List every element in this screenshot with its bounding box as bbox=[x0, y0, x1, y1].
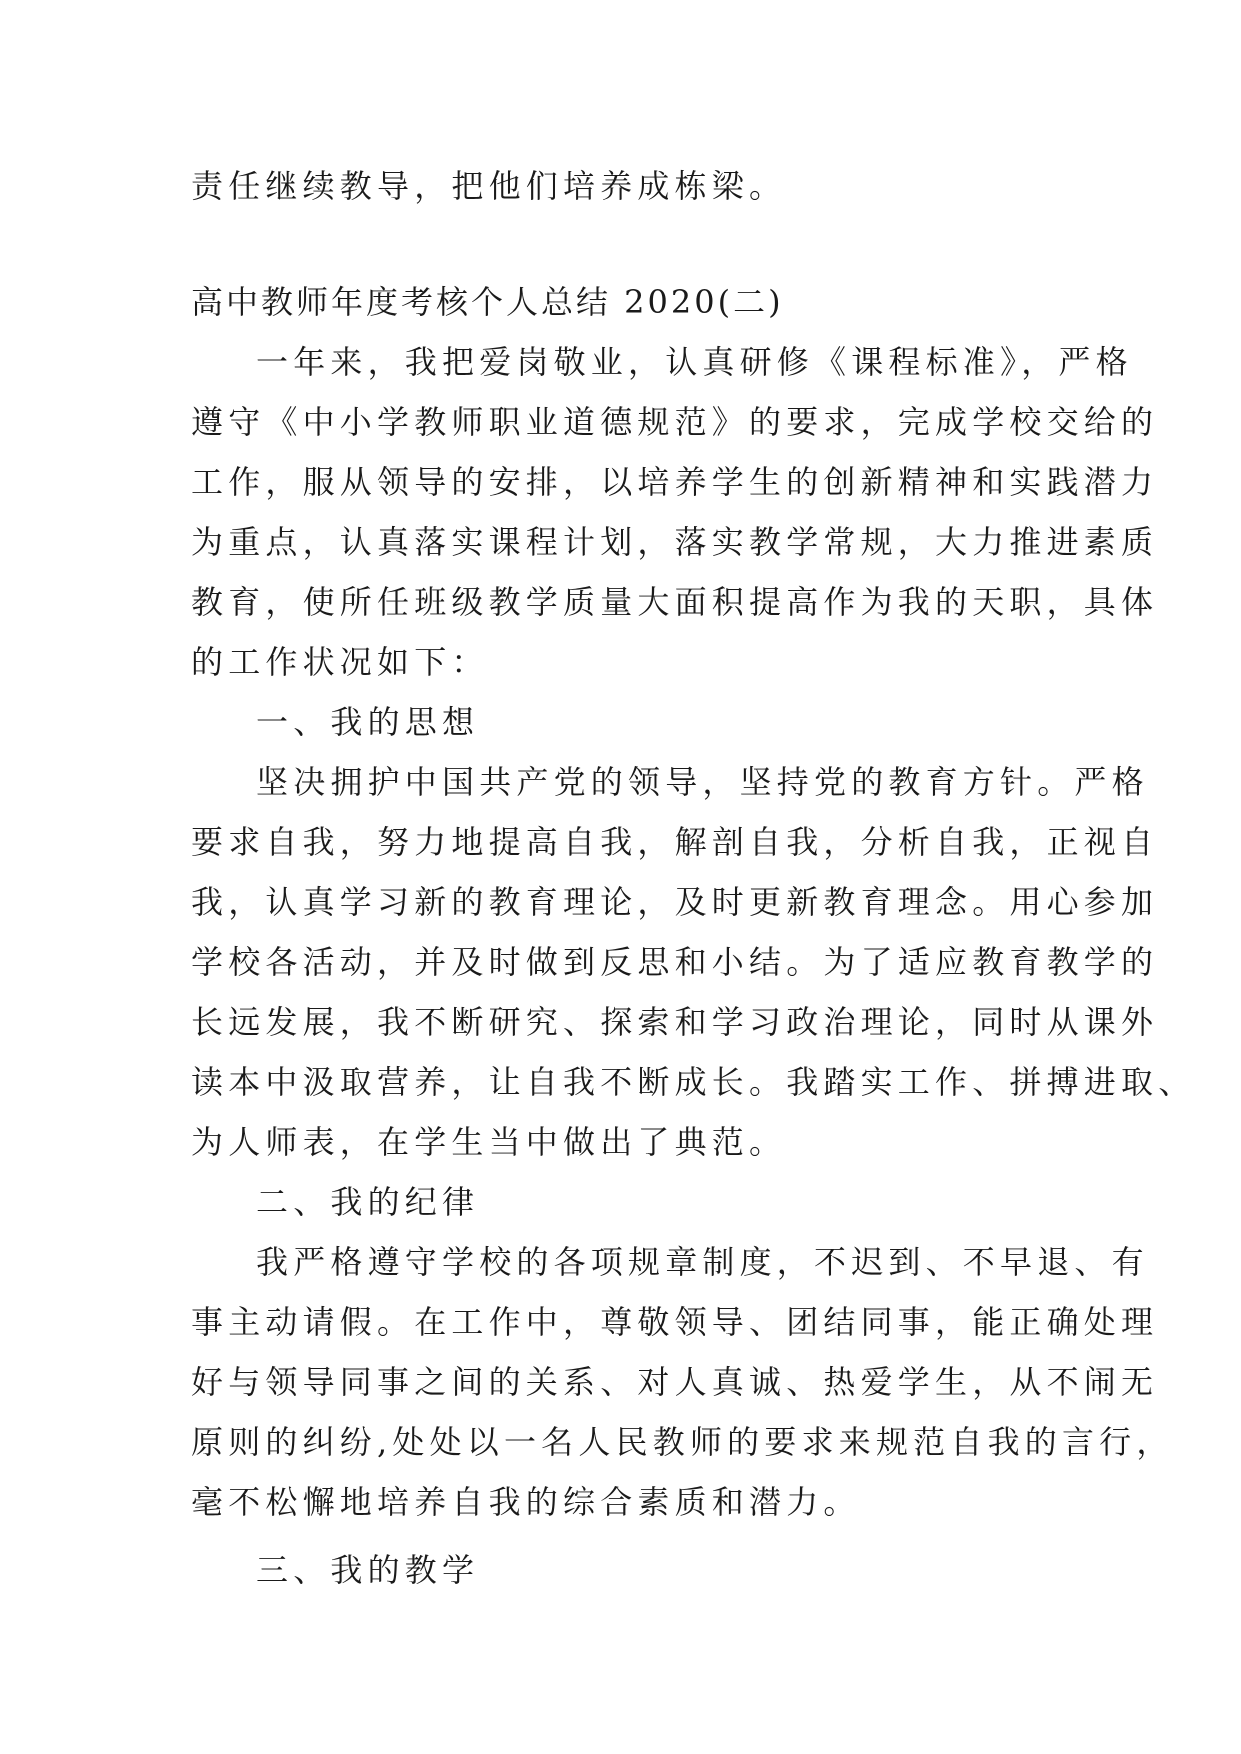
paragraph-line: 为人师表，在学生当中做出了典范。 bbox=[191, 1123, 787, 1161]
paragraph-line: 毫不松懈地培养自我的综合素质和潜力。 bbox=[191, 1483, 861, 1521]
paragraph-line: 我，认真学习新的教育理论，及时更新教育理念。用心参加 bbox=[191, 883, 1159, 921]
subheading: 二、我的纪律 bbox=[256, 1183, 480, 1221]
paragraph-line: 原则的纠纷,处处以一名人民教师的要求来规范自我的言行， bbox=[191, 1423, 1174, 1461]
subheading: 三、我的教学 bbox=[256, 1551, 480, 1589]
paragraph-line: 好与领导同事之间的关系、对人真诚、热爱学生，从不闹无 bbox=[191, 1363, 1159, 1401]
paragraph-line: 要求自我，努力地提高自我，解剖自我，分析自我，正视自 bbox=[191, 823, 1159, 861]
paragraph-line: 遵守《中小学教师职业道德规范》的要求，完成学校交给的 bbox=[191, 403, 1159, 441]
section-title: 高中教师年度考核个人总结 2020(二) bbox=[191, 283, 784, 321]
paragraph-line: 我严格遵守学校的各项规章制度，不迟到、不早退、有 bbox=[256, 1243, 1149, 1281]
paragraph-line: 教育，使所任班级教学质量大面积提高作为我的天职，具体 bbox=[191, 583, 1159, 621]
paragraph-line: 工作，服从领导的安排，以培养学生的创新精神和实践潜力 bbox=[191, 463, 1159, 501]
paragraph-line: 责任继续教导，把他们培养成栋梁。 bbox=[191, 167, 787, 205]
paragraph-line: 长远发展，我不断研究、探索和学习政治理论，同时从课外 bbox=[191, 1003, 1159, 1041]
paragraph-line: 事主动请假。在工作中，尊敬领导、团结同事，能正确处理 bbox=[191, 1303, 1159, 1341]
paragraph-line: 的工作状况如下： bbox=[191, 643, 489, 681]
paragraph-line: 读本中汲取营养，让自我不断成长。我踏实工作、拼搏进取、 bbox=[191, 1063, 1196, 1101]
paragraph-line: 坚决拥护中国共产党的领导，坚持党的教育方针。严格 bbox=[256, 763, 1149, 801]
paragraph-line: 一年来，我把爱岗敬业，认真研修《课程标准》，严格 bbox=[256, 343, 1133, 381]
paragraph-line: 学校各活动，并及时做到反思和小结。为了适应教育教学的 bbox=[191, 943, 1159, 981]
paragraph-line: 为重点，认真落实课程计划，落实教学常规，大力推进素质 bbox=[191, 523, 1159, 561]
subheading: 一、我的思想 bbox=[256, 703, 480, 741]
